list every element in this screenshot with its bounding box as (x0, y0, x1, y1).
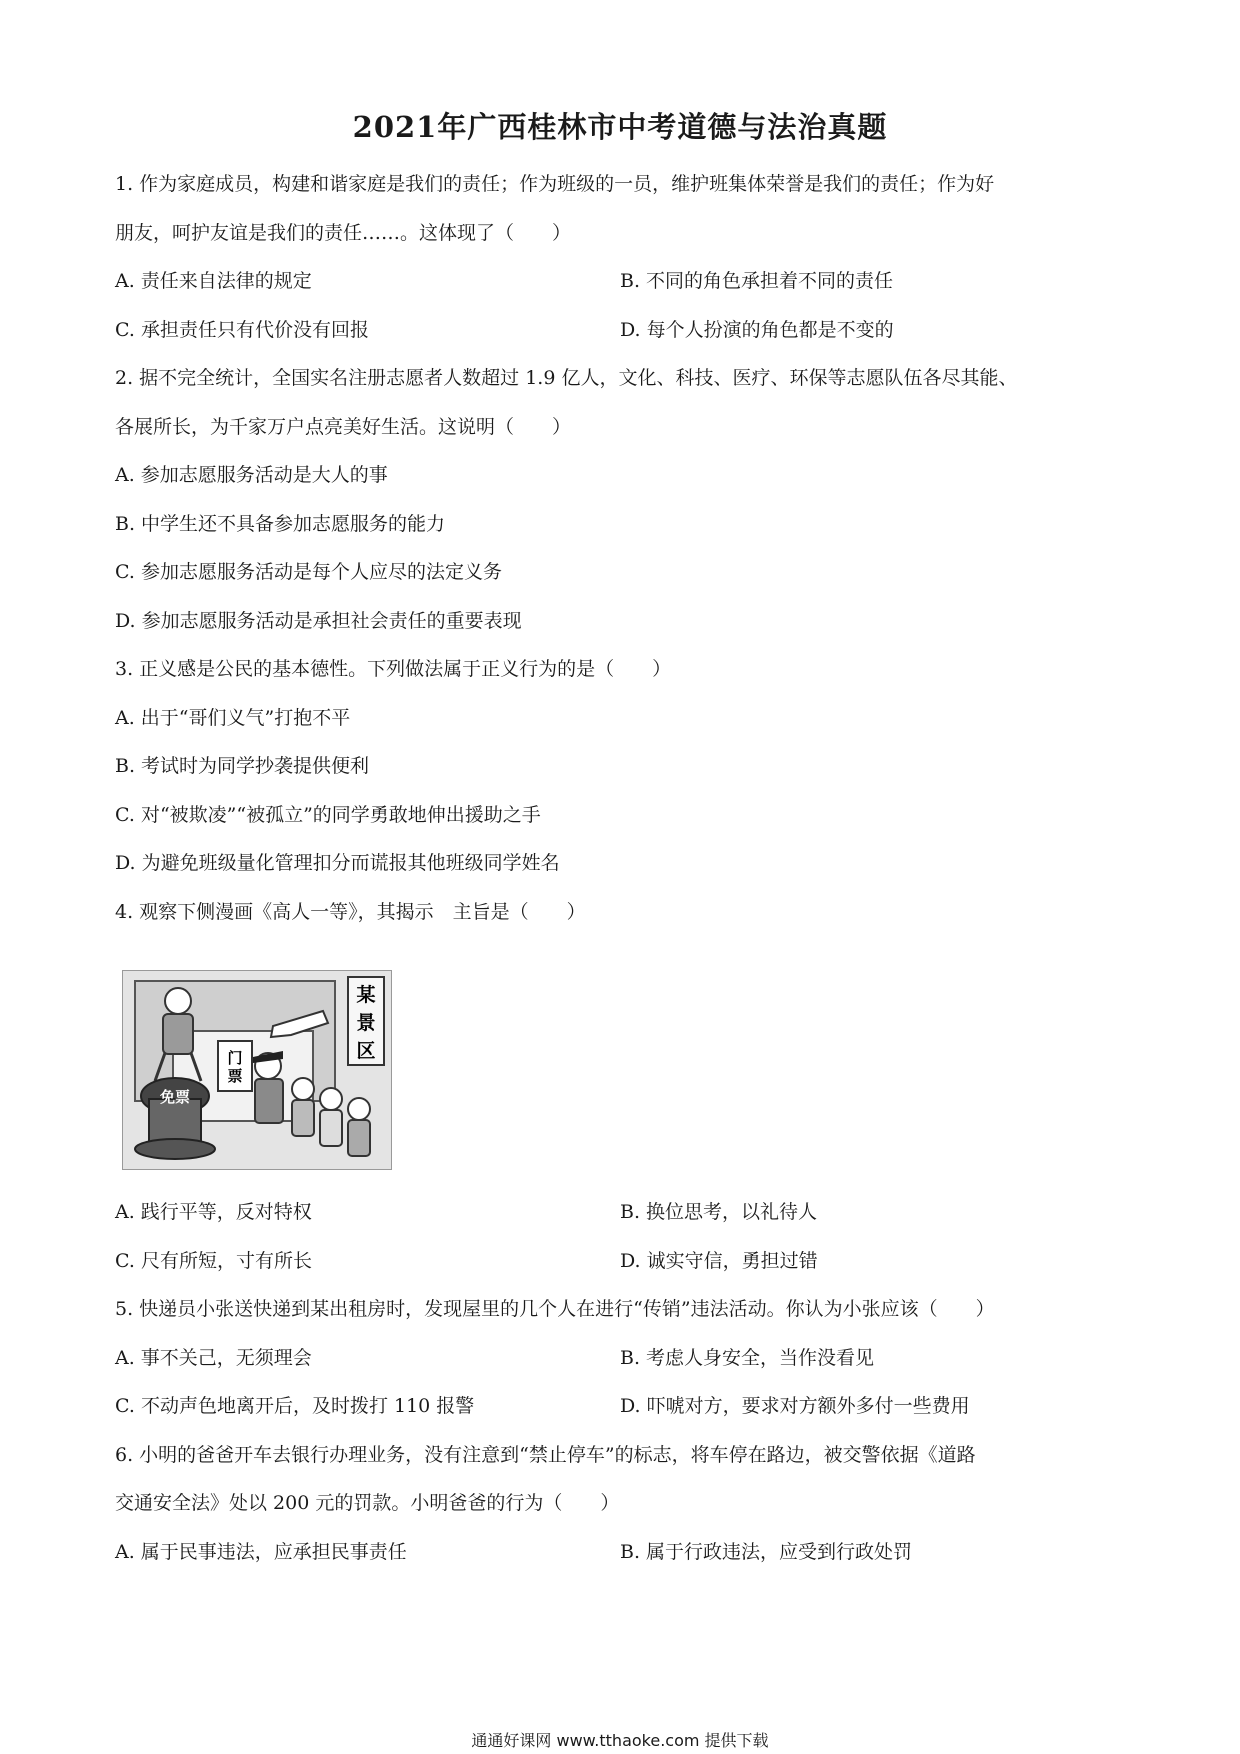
ticket-label: 门票 (227, 1049, 243, 1085)
q4-option-c: C. 尺有所短，寸有所长 (115, 1250, 312, 1272)
q2-stem-line1: 2. 据不完全统计，全国实名注册志愿者人数超过 1.9 亿人，文化、科技、医疗、环保等志愿队伍各尽其能、 (115, 367, 1018, 389)
q3-option-b: B. 考试时为同学抄袭提供便利 (115, 755, 370, 777)
q6-option-b: B. 属于行政违法，应受到行政处罚 (620, 1541, 913, 1563)
q2-option-b: B. 中学生还不具备参加志愿服务的能力 (115, 513, 446, 535)
q6-stem-line1: 6. 小明的爸爸开车去银行办理业务，没有注意到“禁止停车”的标志，将车停在路边，被交警依据《道路 (115, 1444, 976, 1466)
q4-option-b: B. 换位思考，以礼待人 (620, 1201, 818, 1223)
q5-option-d: D. 吓唬对方，要求对方额外多付一些费用 (620, 1395, 970, 1417)
stamp-label: 免票 (159, 1088, 191, 1106)
q6-option-a: A. 属于民事违法，应承担民事责任 (115, 1541, 407, 1563)
q1-option-a: A. 责任来自法律的规定 (115, 270, 312, 292)
q5-option-a: A. 事不关己，无须理会 (115, 1347, 312, 1369)
q1-option-c: C. 承担责任只有代价没有回报 (115, 319, 369, 341)
sign-char-2: 景 (356, 1012, 376, 1034)
q5-option-b: B. 考虑人身安全，当作没看见 (620, 1347, 875, 1369)
q2-option-d: D. 参加志愿服务活动是承担社会责任的重要表现 (115, 610, 522, 632)
page-title: 2021年广西桂林市中考道德与法治真题 (352, 110, 888, 144)
q2-option-c: C. 参加志愿服务活动是每个人应尽的法定义务 (115, 561, 502, 583)
comic-illustration (122, 970, 392, 1170)
q3-option-d: D. 为避免班级量化管理扣分而谎报其他班级同学姓名 (115, 852, 560, 874)
q1-stem-line2: 朋友，呵护友谊是我们的责任……。这体现了（ ） (115, 222, 572, 244)
q1-stem-line1: 1. 作为家庭成员，构建和谐家庭是我们的责任；作为班级的一员，维护班集体荣誉是我们的责任；作为好 (115, 173, 995, 195)
sign-char-3: 区 (356, 1040, 376, 1062)
comic-drawing (123, 971, 391, 1169)
q3-option-c: C. 对“被欺凌”“被孤立”的同学勇敢地伸出援助之手 (115, 804, 541, 826)
q4-stem: 4. 观察下侧漫画《高人一等》，其揭示 主旨是（ ） (115, 901, 586, 923)
q3-option-a: A. 出于“哥们义气”打抱不平 (115, 707, 351, 729)
q2-stem-line2: 各展所长，为千家万户点亮美好生活。这说明（ ） (115, 416, 572, 438)
q4-option-d: D. 诚实守信，勇担过错 (620, 1250, 818, 1272)
sign-char-1: 某 (356, 984, 376, 1006)
q1-option-b: B. 不同的角色承担着不同的责任 (620, 270, 894, 292)
q6-stem-line2: 交通安全法》处以 200 元的罚款。小明爸爸的行为（ ） (115, 1492, 620, 1514)
footer-watermark: 通通好课网 www.tthaoke.com 提供下载 (471, 1731, 769, 1750)
q1-option-d: D. 每个人扮演的角色都是不变的 (620, 319, 894, 341)
q5-stem: 5. 快递员小张送快递到某出租房时，发现屋里的几个人在进行“传销”违法活动。你认为小张应该（ ） (115, 1298, 995, 1320)
q5-option-c: C. 不动声色地离开后，及时拨打 110 报警 (115, 1395, 475, 1417)
q3-stem: 3. 正义感是公民的基本德性。下列做法属于正义行为的是（ ） (115, 658, 672, 680)
q4-option-a: A. 践行平等，反对特权 (115, 1201, 312, 1223)
q2-option-a: A. 参加志愿服务活动是大人的事 (115, 464, 388, 486)
